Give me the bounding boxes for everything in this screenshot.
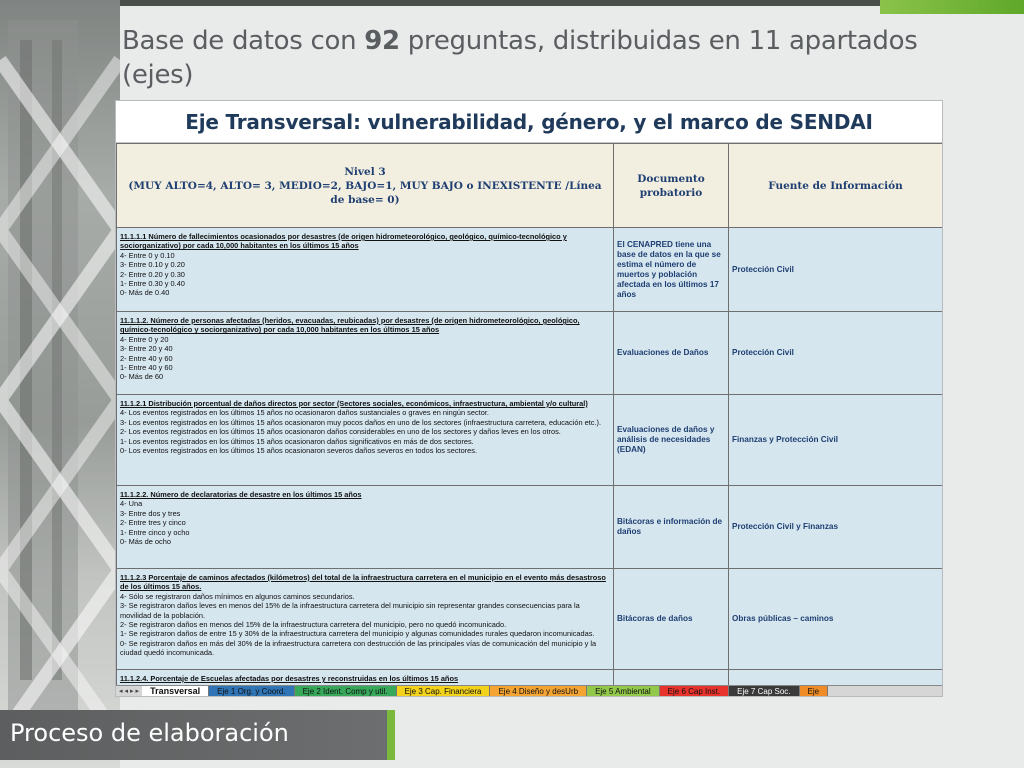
- tab-nav-arrows[interactable]: [116, 686, 142, 696]
- question-cell[interactable]: [117, 486, 614, 569]
- answer-option: 2- Entre 40 y 60: [120, 353, 173, 363]
- sheet-tab-strip: [116, 685, 943, 696]
- tab-nav-arrow-icon[interactable]: ▸: [135, 688, 140, 695]
- document-cell[interactable]: Bitácoras e información de daños: [614, 486, 729, 569]
- document-cell[interactable]: Evaluaciones de daños y análisis de necesidades (EDAN): [614, 395, 729, 486]
- header-level-scale: (MUY ALTO=4, ALTO= 3, MEDIO=2, BAJO=1, MUY BAJO o INEXISTENTE /Línea de base= 0): [128, 179, 602, 206]
- question-title: 11.1.2.1 Distribución porcentual de daños directos por sector (Sectores sociales, económicos, infraestructura, ambiental y/o cultural): [120, 399, 588, 408]
- question-title: 11.1.2.3 Porcentaje de caminos afectados (kilómetros) del total de la infraestructura carretera en el municipio en el evento más desastroso de los últimos 15 años.: [120, 573, 606, 592]
- tab-nav-arrow-icon[interactable]: ◂: [124, 688, 129, 695]
- slide-title-post: preguntas, distribuidas en 11 apartados (ejes): [122, 26, 918, 90]
- tab-nav-arrow-icon[interactable]: ◂: [119, 688, 123, 695]
- document-cell[interactable]: El CENAPRED tiene una base de datos en la que se estima el número de muertos y población afectada en los últimos 17 años: [614, 228, 729, 312]
- answer-option: 4- Entre 0 y 20: [120, 334, 169, 344]
- sheet-tab[interactable]: Transversal: [142, 686, 209, 696]
- source-cell[interactable]: Protección Civil y Finanzas: [729, 486, 943, 569]
- header-source: Fuente de Información: [729, 144, 943, 228]
- sheet-tab[interactable]: Eje 3 Cap. Financiera: [397, 686, 491, 696]
- question-cell[interactable]: [117, 312, 614, 395]
- answer-option: 4- Entre 0 y 0.10: [120, 250, 175, 260]
- answer-option: 0- Más de ocho: [120, 537, 171, 547]
- sheet-title: Eje Transversal: vulnerabilidad, género, y el marco de SENDAI: [185, 109, 873, 134]
- answer-option: 4- Sólo se registraron daños mínimos en algunos caminos secundarios.: [120, 591, 355, 601]
- sheet-tab[interactable]: Eje 7 Cap Soc.: [729, 686, 799, 696]
- answer-option: 4- Una: [120, 499, 143, 509]
- answer-option: 3- Se registraron daños leves en menos del 15% de la infraestructura carretera del municipio sin representar grandes consecuencias para la movilidad de la población.: [120, 601, 580, 620]
- answer-option: 2- Entre 0.20 y 0.30: [120, 269, 185, 279]
- sheet-tab[interactable]: Eje 2 Ident. Comp y util.: [295, 686, 397, 696]
- tab-nav-arrow-icon[interactable]: ▸: [130, 688, 134, 695]
- answer-option: 4- Los eventos registrados en los últimos 15 años no ocasionaron daños sustanciales o graves en ningún sector.: [120, 408, 489, 418]
- sheet-title-bar: [116, 101, 942, 143]
- question-table: [116, 143, 943, 697]
- question-title: 11.1.1.2. Número de personas afectadas (heridos, evacuadas, reubicadas) por desastres (de origen hidrometeorológico, geológico, químico-tecnológico y sociorganizativo) por cada 10,000 habitantes en los últimos 15 años: [120, 316, 580, 335]
- answer-option: 3- Entre 20 y 40: [120, 344, 173, 354]
- sheet-tab[interactable]: Eje 4 Diseño y desUrb: [490, 686, 587, 696]
- document-cell[interactable]: Bitácoras de daños: [614, 569, 729, 670]
- decorative-lattice-image: [0, 0, 120, 768]
- answer-option: 0- Se registraron daños en más del 30% de la infraestructura carretera con destrucción de las principales vías de comunicación del municipio y la ciudad quedó incomunicada.: [120, 638, 597, 658]
- answer-option: 1- Los eventos registrados en los últimos 15 años ocasionaron daños significativos en más de dos sectores.: [120, 436, 474, 446]
- source-cell[interactable]: Obras públicas – caminos: [729, 569, 943, 670]
- question-title: 11.1.1.1 Número de fallecimientos ocasionados por desastres (de origen hidrometeorológico, geológico, químico-tecnológico y sociorganizativo) por cada 10,000 habitantes en los últimos 15 años: [120, 232, 567, 251]
- slide-title-number: 92: [364, 26, 400, 56]
- answer-option: 3- Entre dos y tres: [120, 508, 181, 518]
- top-green-accent: [880, 0, 1024, 14]
- answer-option: 1- Entre 0.30 y 0.40: [120, 279, 185, 289]
- footer-title: Proceso de elaboración: [10, 719, 289, 747]
- answer-option: 0- Más de 60: [120, 372, 164, 382]
- answer-option: 0- Más de 0.40: [120, 288, 170, 298]
- header-level: [117, 144, 614, 228]
- answer-option: 2- Se registraron daños en menos del 15% de la infraestructura carretera del municipio, pero no quedó incomunicado.: [120, 620, 507, 630]
- answer-option: 1- Entre cinco y ocho: [120, 527, 190, 537]
- sheet-tab[interactable]: Eje 1 Org. y Coord.: [209, 686, 294, 696]
- sheet-tab[interactable]: Eje 6 Cap Inst.: [660, 686, 729, 696]
- sheet-tab[interactable]: Eje: [800, 686, 829, 696]
- header-level-title: Nivel 3: [344, 165, 386, 178]
- answer-option: 3- Entre 0.10 y 0.20: [120, 260, 185, 270]
- sheet-tab[interactable]: Eje 5 Ambiental: [587, 686, 660, 696]
- question-cell[interactable]: [117, 569, 614, 670]
- header-document: Documento probatorio: [614, 144, 729, 228]
- table-row: [117, 312, 943, 395]
- source-cell[interactable]: Finanzas y Protección Civil: [729, 395, 943, 486]
- table-row: [117, 228, 943, 312]
- document-cell[interactable]: Evaluaciones de Daños: [614, 312, 729, 395]
- spreadsheet-screenshot: [115, 100, 943, 697]
- source-cell[interactable]: Protección Civil: [729, 312, 943, 395]
- slide-title: [122, 24, 942, 92]
- answer-option: 1- Entre 40 y 60: [120, 363, 173, 373]
- question-cell[interactable]: [117, 395, 614, 486]
- footer-band: [0, 710, 395, 760]
- table-row: [117, 569, 943, 670]
- table-row: [117, 486, 943, 569]
- answer-option: 1- Se registraron daños de entre 15 y 30% de la infraestructura carretera del municipio y algunas comunidades rurales quedaron incomunicadas.: [120, 629, 595, 639]
- answer-option: 2- Entre tres y cinco: [120, 518, 186, 528]
- decorative-photo-strip: [0, 0, 120, 768]
- answer-option: 3- Los eventos registrados en los últimos 15 años ocasionaron muy pocos daños en uno de los sectores (infraestructura carretera, educación etc.).: [120, 417, 602, 427]
- answer-option: 2- Los eventos registrados en los últimos 15 años ocasionaron daños considerables en uno de los sectores y daños leves en los otros.: [120, 427, 561, 437]
- question-title: 11.1.2.2. Número de declaratorias de desastre en los últimos 15 años: [120, 490, 362, 499]
- table-row: [117, 395, 943, 486]
- answer-option: 0- Los eventos registrados en los últimos 15 años ocasionaron severos daños severos en todos los sectores.: [120, 446, 478, 456]
- question-title: 11.1.2.4. Porcentaje de Escuelas afectadas por desastres y reconstruidas en los últimos 15 años: [120, 674, 459, 683]
- source-cell[interactable]: Protección Civil: [729, 228, 943, 312]
- slide-title-pre: Base de datos con: [122, 26, 365, 56]
- question-cell[interactable]: [117, 228, 614, 312]
